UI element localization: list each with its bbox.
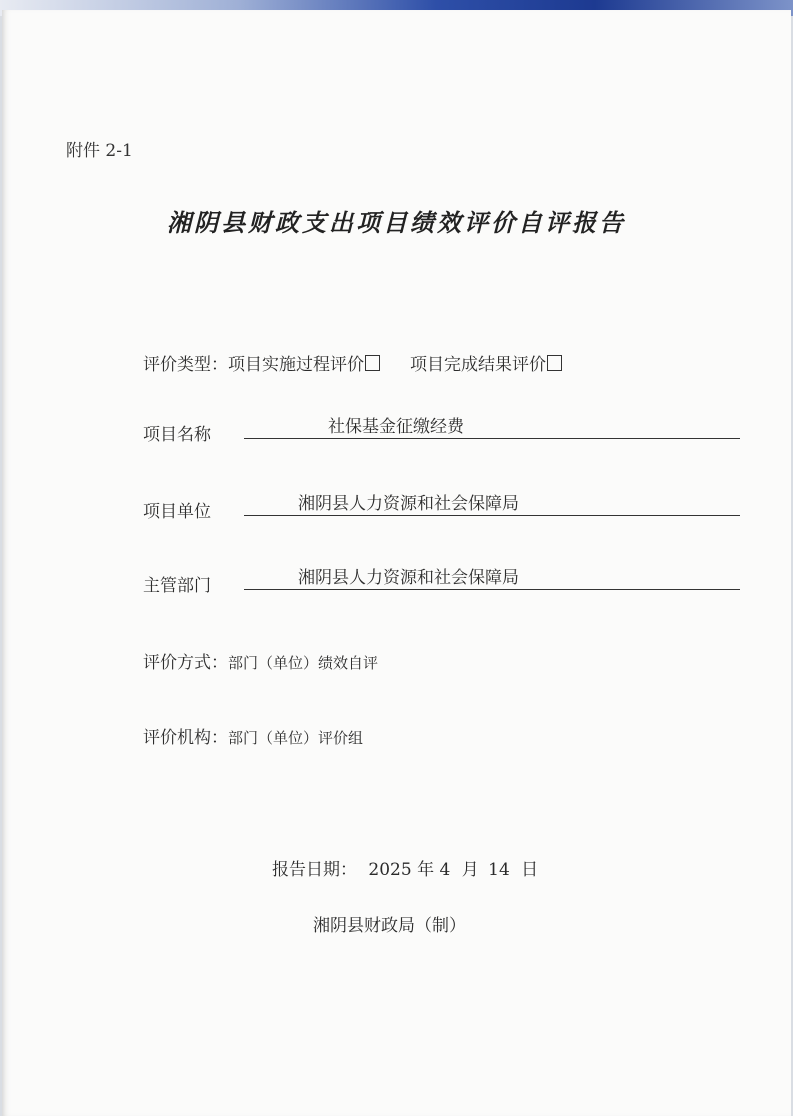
eval-agency-value: 部门（单位）评价组: [228, 729, 364, 747]
project-unit-field[interactable]: [244, 491, 740, 516]
project-name-field[interactable]: [244, 414, 740, 439]
project-unit-value: 湘阴县人力资源和社会保障局: [298, 494, 519, 514]
report-date-day: 14: [488, 860, 510, 880]
report-date-label: 报告日期：: [272, 860, 357, 880]
eval-method-label: 评价方式：: [143, 653, 228, 673]
project-name-label: 项目名称: [143, 425, 211, 445]
eval-method-row: [143, 648, 378, 673]
eval-type-option1-label: 项目实施过程评价: [228, 355, 364, 375]
attachment-label: 附件 2-1: [66, 141, 133, 161]
supervisor-value: 湘阴县人力资源和社会保障局: [298, 568, 519, 588]
supervisor-label: 主管部门: [143, 576, 211, 596]
eval-method-value: 部门（单位）绩效自评: [228, 654, 379, 672]
issuer: 湘阴县财政局（制）: [313, 916, 466, 936]
eval-agency-label: 评价机构：: [143, 728, 228, 748]
supervisor-field[interactable]: [244, 565, 740, 590]
eval-type-option1-checkbox[interactable]: [365, 355, 380, 371]
report-date: [272, 855, 538, 880]
report-date-year: 2025: [368, 860, 412, 880]
eval-type-row: [143, 350, 562, 375]
report-date-month: 4: [439, 860, 451, 880]
document-page: [2, 10, 791, 1116]
report-date-year-unit: 年: [417, 860, 435, 880]
eval-agency-row: [143, 723, 363, 748]
eval-type-label: 评价类型：: [143, 355, 228, 375]
project-name-value: 社保基金征缴经费: [328, 417, 464, 437]
project-unit-label: 项目单位: [143, 502, 211, 522]
report-date-day-unit: 日: [521, 860, 539, 880]
eval-type-option2-checkbox[interactable]: [547, 355, 562, 371]
report-date-month-unit: 月: [461, 860, 479, 880]
report-title: 湘阴县财政支出项目绩效评价自评报告: [167, 208, 626, 237]
eval-type-option2-label: 项目完成结果评价: [410, 355, 546, 375]
